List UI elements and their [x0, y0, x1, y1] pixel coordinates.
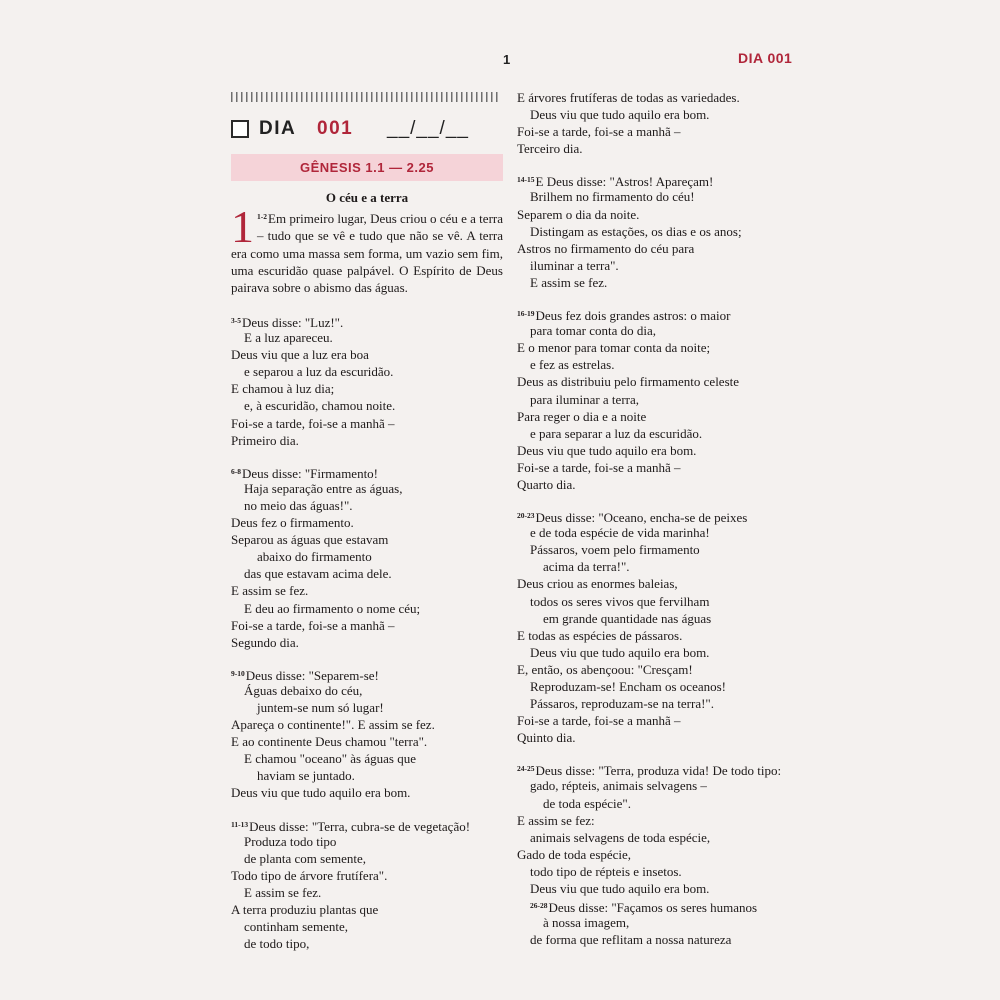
- verse-text: Deus viu que tudo aquilo era bom.: [517, 442, 697, 458]
- verse-line: [517, 188, 797, 205]
- verse-line: [517, 610, 797, 627]
- page-number: 1: [503, 52, 511, 67]
- verse-number: 20-23: [517, 511, 535, 521]
- verse-text: Deus viu que tudo aquilo era bom.: [530, 644, 710, 660]
- verse-line: [517, 678, 797, 695]
- verse-text: Terceiro dia.: [517, 141, 583, 157]
- verse-text: Deus viu que tudo aquilo era bom.: [231, 785, 411, 801]
- verse-text: Deus viu que tudo aquilo era bom.: [530, 881, 710, 897]
- verse-text: gado, répteis, animais selvagens –: [530, 778, 707, 794]
- stanza-gap: [231, 651, 521, 665]
- verse-line: [517, 408, 797, 425]
- day-header: [231, 118, 503, 144]
- verse-line: [231, 548, 521, 565]
- verse-text: Quarto dia.: [517, 476, 576, 492]
- verse-line: [231, 415, 521, 432]
- verse-number: 9-10: [231, 668, 245, 678]
- date-field: __/__/__: [387, 118, 469, 139]
- verse-number: 26-28: [530, 901, 548, 911]
- verse-line: [231, 380, 521, 397]
- verse-line: [517, 829, 797, 846]
- verse-number: 14-15: [517, 175, 535, 185]
- verse-text: todos os seres vivos que fervilham: [530, 593, 710, 609]
- verse-text: Haja separação entre as águas,: [244, 480, 403, 496]
- verse-line: [231, 850, 521, 867]
- verse-line: [517, 558, 797, 575]
- verse-text: Foi-se a tarde, foi-se a manhã –: [517, 124, 681, 140]
- verse-text: Deus disse: "Terra, cubra-se de vegetação!: [249, 818, 471, 834]
- paragraph-text: Em primeiro lugar, Deus criou o céu e a terra – tudo que se vê e tudo que não se vê. A terra era como uma massa sem forma, um vazio sem fim, uma escuridão quase palpável. O Espírito de Deus pairava sobre o abismo das águas.: [231, 211, 503, 296]
- verse-number: 1-2: [257, 212, 267, 221]
- verse-line: [517, 89, 797, 106]
- verse-line: [231, 816, 521, 833]
- verse-line: [517, 459, 797, 476]
- verse-line: [231, 531, 521, 548]
- verse-text: no meio das águas!".: [244, 497, 353, 513]
- verse-line: [517, 442, 797, 459]
- verse-text: em grande quantidade nas águas: [543, 610, 712, 626]
- verse-line: [517, 322, 797, 339]
- verse-line: [231, 514, 521, 531]
- verse-text: Para reger o dia e a noite: [517, 408, 647, 424]
- verse-text: Foi-se a tarde, foi-se a manhã –: [231, 617, 395, 633]
- verse-number: 16-19: [517, 309, 535, 319]
- verse-text: Quinto dia.: [517, 730, 576, 746]
- verse-text: abaixo do firmamento: [257, 549, 372, 565]
- verse-line: [517, 240, 797, 257]
- verse-line: [517, 257, 797, 274]
- verse-text: E chamou "oceano" às águas que: [244, 751, 416, 767]
- verse-line: [517, 627, 797, 644]
- verse-text: Deus disse: "Luz!".: [242, 315, 344, 330]
- verse-line: [231, 767, 521, 784]
- verse-text: das que estavam acima dele.: [244, 566, 392, 582]
- verse-line: [517, 661, 797, 678]
- verse-number: 6-8: [231, 466, 241, 476]
- verse-text: Deus disse: "Separem-se!: [245, 667, 379, 683]
- verse-line: [517, 356, 797, 373]
- verse-text: de toda espécie".: [543, 795, 631, 811]
- verse-line: [231, 750, 521, 767]
- verse-text: e, à escuridão, chamou noite.: [244, 398, 396, 414]
- verse-line: [231, 363, 521, 380]
- verse-text: E assim se fez:: [517, 812, 595, 828]
- day-number: 001: [317, 118, 354, 139]
- verse-text: Deus fez dois grandes astros: o maior: [535, 308, 731, 324]
- running-head: DIA 001: [738, 50, 793, 66]
- verse-line: [517, 305, 797, 322]
- verse-text: E todas as espécies de pássaros.: [517, 627, 683, 643]
- verse-number: 11-13: [231, 819, 249, 829]
- verse-text: Gado de toda espécie,: [517, 846, 632, 862]
- verse-text: juntem-se num só lugar!: [257, 699, 384, 715]
- stanza-gap: [517, 746, 797, 760]
- verse-line: [517, 712, 797, 729]
- verse-text: Deus fez o firmamento.: [231, 515, 354, 531]
- verse-line: [231, 682, 521, 699]
- verse-line: [231, 867, 521, 884]
- verse-line: [231, 565, 521, 582]
- verse-line: [231, 432, 521, 449]
- verse-line: [517, 914, 797, 931]
- verse-line: [517, 425, 797, 442]
- tick-divider: [231, 92, 501, 102]
- verse-text: Separem o dia da noite.: [517, 206, 640, 222]
- verse-line: [231, 784, 521, 801]
- verse-text: haviam se juntado.: [257, 768, 355, 784]
- verse-line: [517, 507, 797, 524]
- verse-text: Pássaros, reproduzam-se na terra!".: [530, 696, 714, 712]
- verse-line: [517, 575, 797, 592]
- verse-line: [231, 665, 521, 682]
- verse-text: Foi-se a tarde, foi-se a manhã –: [517, 713, 681, 729]
- verse-text: e de toda espécie de vida marinha!: [530, 525, 710, 541]
- verse-text: Astros no firmamento do céu para: [517, 240, 695, 256]
- verse-line: [517, 863, 797, 880]
- verse-text: Foi-se a tarde, foi-se a manhã –: [231, 415, 395, 431]
- verse-text: E ao continente Deus chamou "terra".: [231, 734, 428, 750]
- verse-line: [517, 274, 797, 291]
- verse-text: Deus disse: "Terra, produza vida! De todo tipo:: [535, 763, 782, 779]
- verse-text: animais selvagens de toda espécie,: [530, 829, 711, 845]
- verse-text: para iluminar a terra,: [530, 391, 639, 407]
- verse-line: [231, 935, 521, 952]
- stanza-gap: [517, 291, 797, 305]
- verse-text: Primeiro dia.: [231, 432, 299, 448]
- verse-line: [517, 695, 797, 712]
- verse-text: Deus viu que tudo aquilo era bom.: [530, 107, 710, 123]
- verse-line: [231, 397, 521, 414]
- verse-text: E, então, os abençoou: "Cresçam!: [517, 661, 693, 677]
- verse-line: [517, 476, 797, 493]
- verse-line: [517, 593, 797, 610]
- verse-text: de todo tipo,: [244, 936, 310, 952]
- verse-text: Reproduzam-se! Encham os oceanos!: [530, 679, 727, 694]
- left-column: [231, 312, 521, 952]
- verse-text: Deus viu que a luz era boa: [231, 347, 369, 363]
- verse-line: [231, 634, 521, 651]
- verse-text: Deus disse: "Firmamento!: [242, 465, 379, 481]
- verse-line: [231, 699, 521, 716]
- verse-number: 24-25: [517, 764, 535, 774]
- verse-text: Brilhem no firmamento do céu!: [530, 189, 695, 205]
- verse-line: [517, 777, 797, 794]
- verse-line: [231, 901, 521, 918]
- day-checkbox[interactable]: [231, 120, 249, 138]
- right-column: [517, 89, 797, 948]
- verse-text: Deus disse: "Oceano, encha-se de peixes: [535, 510, 748, 526]
- verse-line: [517, 123, 797, 140]
- verse-line: [517, 729, 797, 746]
- verse-text: E árvores frutíferas de todas as variedades.: [517, 90, 740, 105]
- verse-text: E assim se fez.: [231, 583, 309, 599]
- verse-text: E Deus disse: "Astros! Apareçam!: [535, 174, 714, 190]
- verse-line: [517, 541, 797, 558]
- verse-line: [231, 463, 521, 480]
- stanza-gap: [517, 157, 797, 171]
- verse-text: à nossa imagem,: [543, 915, 630, 931]
- verse-line: [517, 880, 797, 897]
- verse-line: [231, 617, 521, 634]
- stanza-gap: [231, 449, 521, 463]
- verse-text: E o menor para tomar conta da noite;: [517, 340, 711, 356]
- verse-line: [231, 600, 521, 617]
- verse-line: [231, 582, 521, 599]
- verse-line: [517, 524, 797, 541]
- verse-line: [517, 106, 797, 123]
- verse-line: [231, 497, 521, 514]
- verse-line: [517, 846, 797, 863]
- verse-text: Deus criou as enormes baleias,: [517, 576, 678, 592]
- verse-text: iluminar a terra".: [530, 257, 619, 273]
- verse-line: [517, 644, 797, 661]
- verse-line: [517, 171, 797, 188]
- verse-text: E assim se fez.: [530, 274, 608, 290]
- verse-text: de forma que reflitam a nossa natureza: [530, 932, 732, 948]
- opening-paragraph: [231, 201, 503, 296]
- verse-line: [231, 884, 521, 901]
- verse-text: e para separar a luz da escuridão.: [530, 425, 703, 441]
- verse-line: [231, 716, 521, 733]
- verse-text: para tomar conta do dia,: [530, 323, 656, 339]
- verse-line: [517, 373, 797, 390]
- stanza-gap: [517, 493, 797, 507]
- verse-line: [517, 897, 797, 914]
- reading-reference: GÊNESIS 1.1 — 2.25: [231, 154, 503, 181]
- verse-line: [517, 795, 797, 812]
- verse-text: e fez as estrelas.: [530, 357, 615, 373]
- day-label: DIA: [259, 118, 297, 139]
- verse-line: [231, 312, 521, 329]
- verse-line: [517, 339, 797, 356]
- section-heading: O céu e a terra: [325, 190, 409, 205]
- verse-text: Deus disse: "Façamos os seres humanos: [548, 900, 758, 916]
- verse-line: [517, 760, 797, 777]
- verse-text: todo tipo de répteis e insetos.: [530, 863, 682, 879]
- verse-number: 3-5: [231, 316, 241, 325]
- verse-line: [231, 918, 521, 935]
- stanza-gap: [231, 802, 521, 816]
- verse-text: Pássaros, voem pelo firmamento: [530, 542, 700, 558]
- verse-text: e separou a luz da escuridão.: [244, 364, 394, 380]
- verse-text: E a luz apareceu.: [244, 330, 333, 346]
- verse-line: [231, 480, 521, 497]
- verse-text: Apareça o continente!". E assim se fez.: [231, 717, 435, 733]
- verse-text: E deu ao firmamento o nome céu;: [244, 600, 421, 616]
- verse-line: [517, 206, 797, 223]
- verse-text: E chamou à luz dia;: [231, 381, 335, 397]
- verse-text: acima da terra!".: [543, 559, 630, 575]
- verse-text: Águas debaixo do céu,: [244, 682, 363, 698]
- verse-text: Todo tipo de árvore frutífera".: [231, 867, 388, 883]
- verse-text: de planta com semente,: [244, 850, 367, 866]
- verse-text: A terra produziu plantas que: [231, 902, 379, 917]
- verse-line: [231, 733, 521, 750]
- verse-line: [517, 812, 797, 829]
- verse-text: Distingam as estações, os dias e os anos;: [530, 223, 742, 239]
- verse-text: Produza todo tipo: [244, 833, 337, 849]
- verse-line: [231, 833, 521, 850]
- verse-line: [517, 223, 797, 240]
- chapter-number: 1: [231, 201, 254, 252]
- verse-text: Foi-se a tarde, foi-se a manhã –: [517, 459, 681, 475]
- verse-text: Separou as águas que estavam: [231, 532, 389, 548]
- verse-line: [517, 140, 797, 157]
- verse-line: [517, 391, 797, 408]
- verse-text: continham semente,: [244, 919, 348, 935]
- verse-text: Deus as distribuiu pelo firmamento celeste: [517, 374, 740, 390]
- verse-text: E assim se fez.: [244, 884, 322, 900]
- verse-line: [231, 329, 521, 346]
- verse-text: Segundo dia.: [231, 634, 299, 650]
- verse-line: [517, 931, 797, 948]
- verse-line: [231, 346, 521, 363]
